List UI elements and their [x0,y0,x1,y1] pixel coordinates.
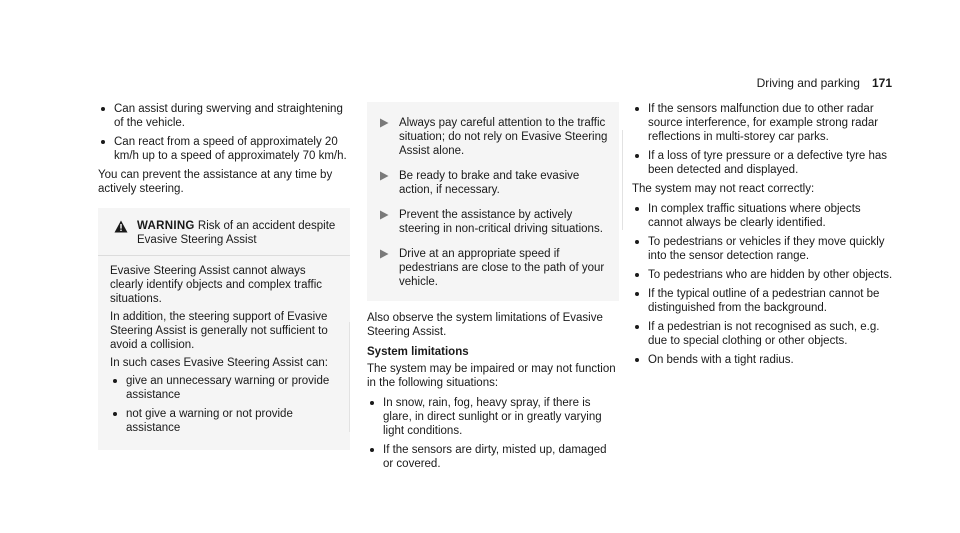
column-divider [622,130,623,230]
instruction-text: Prevent the assistance by actively steering in non-critical driving situations. [399,209,603,235]
list-item: not give a warning or not provide assistance [110,407,338,435]
warning-title-text: Risk of an accident despite Evasive Steering Assist [137,220,336,246]
warning-label: WARNING [137,220,195,232]
column-1 [98,102,352,450]
warning-box [98,208,350,450]
instruction-item [379,247,609,289]
arrow-right-icon [379,118,389,128]
list-item: If the sensors malfunction due to other radar source interference, for example strong radar reflections in multi-storey car parks. [632,102,894,144]
list-item: If a loss of tyre pressure or a defective tyre has been detected and displayed. [632,149,894,177]
instruction-text: Always pay careful attention to the traffic situation; do not rely on Evasive Steering Assist alone. [399,117,608,157]
page-number: 171 [871,76,892,90]
arrow-right-icon [379,249,389,259]
reaction-list [632,202,894,367]
list-item: Can assist during swerving and straightening of the vehicle. [98,102,352,130]
warning-title [137,219,338,247]
list-item: To pedestrians who are hidden by other objects. [632,268,894,282]
page-header [757,76,892,90]
list-item: Can react from a speed of approximately 20 km/h up to a speed of approximately 70 km/h. [98,135,352,163]
warning-body [98,256,350,450]
limitations-list [367,396,619,471]
warning-triangle-icon [114,220,128,233]
column-divider [349,322,350,432]
instruction-item [379,208,609,236]
limitations-list [632,102,894,177]
arrow-right-icon [379,171,389,181]
paragraph: In addition, the steering support of Evasive Steering Assist is generally not sufficient to avoid a collision. [110,311,328,351]
paragraph: The system may not react correctly: [632,183,815,195]
list-item: If the sensors are dirty, misted up, damaged or covered. [367,443,619,471]
list-item: In snow, rain, fog, heavy spray, if there is glare, in direct sunlight or in greatly varying light conditions. [367,396,619,438]
paragraph: In such cases Evasive Steering Assist can: [110,357,328,369]
warning-list [110,374,338,435]
instruction-box [367,102,619,301]
instruction-item [379,169,609,197]
feature-list [98,102,352,163]
arrow-right-icon [379,210,389,220]
paragraph: Evasive Steering Assist cannot always clearly identify objects and complex traffic situations. [110,265,322,305]
paragraph: You can prevent the assistance at any time by actively steering. [98,169,333,195]
column-2 [367,102,619,476]
list-item: In complex traffic situations where objects cannot always be clearly identified. [632,202,894,230]
list-item: On bends with a tight radius. [632,353,894,367]
instruction-text: Be ready to brake and take evasive action, if necessary. [399,170,580,196]
subheading: System limitations [367,346,469,358]
paragraph: The system may be impaired or may not function in the following situations: [367,363,616,389]
list-item: give an unnecessary warning or provide assistance [110,374,338,402]
list-item: If a pedestrian is not recognised as such, e.g. due to special clothing or other objects. [632,320,894,348]
column-3 [632,102,894,372]
paragraph: Also observe the system limitations of Evasive Steering Assist. [367,312,603,338]
instruction-item [379,116,609,158]
section-title: Driving and parking [756,76,860,90]
warning-header [98,208,350,256]
list-item: If the typical outline of a pedestrian cannot be distinguished from the background. [632,287,894,315]
list-item: To pedestrians or vehicles if they move quickly into the sensor detection range. [632,235,894,263]
instruction-text: Drive at an appropriate speed if pedestrians are close to the path of your vehicle. [399,248,605,288]
